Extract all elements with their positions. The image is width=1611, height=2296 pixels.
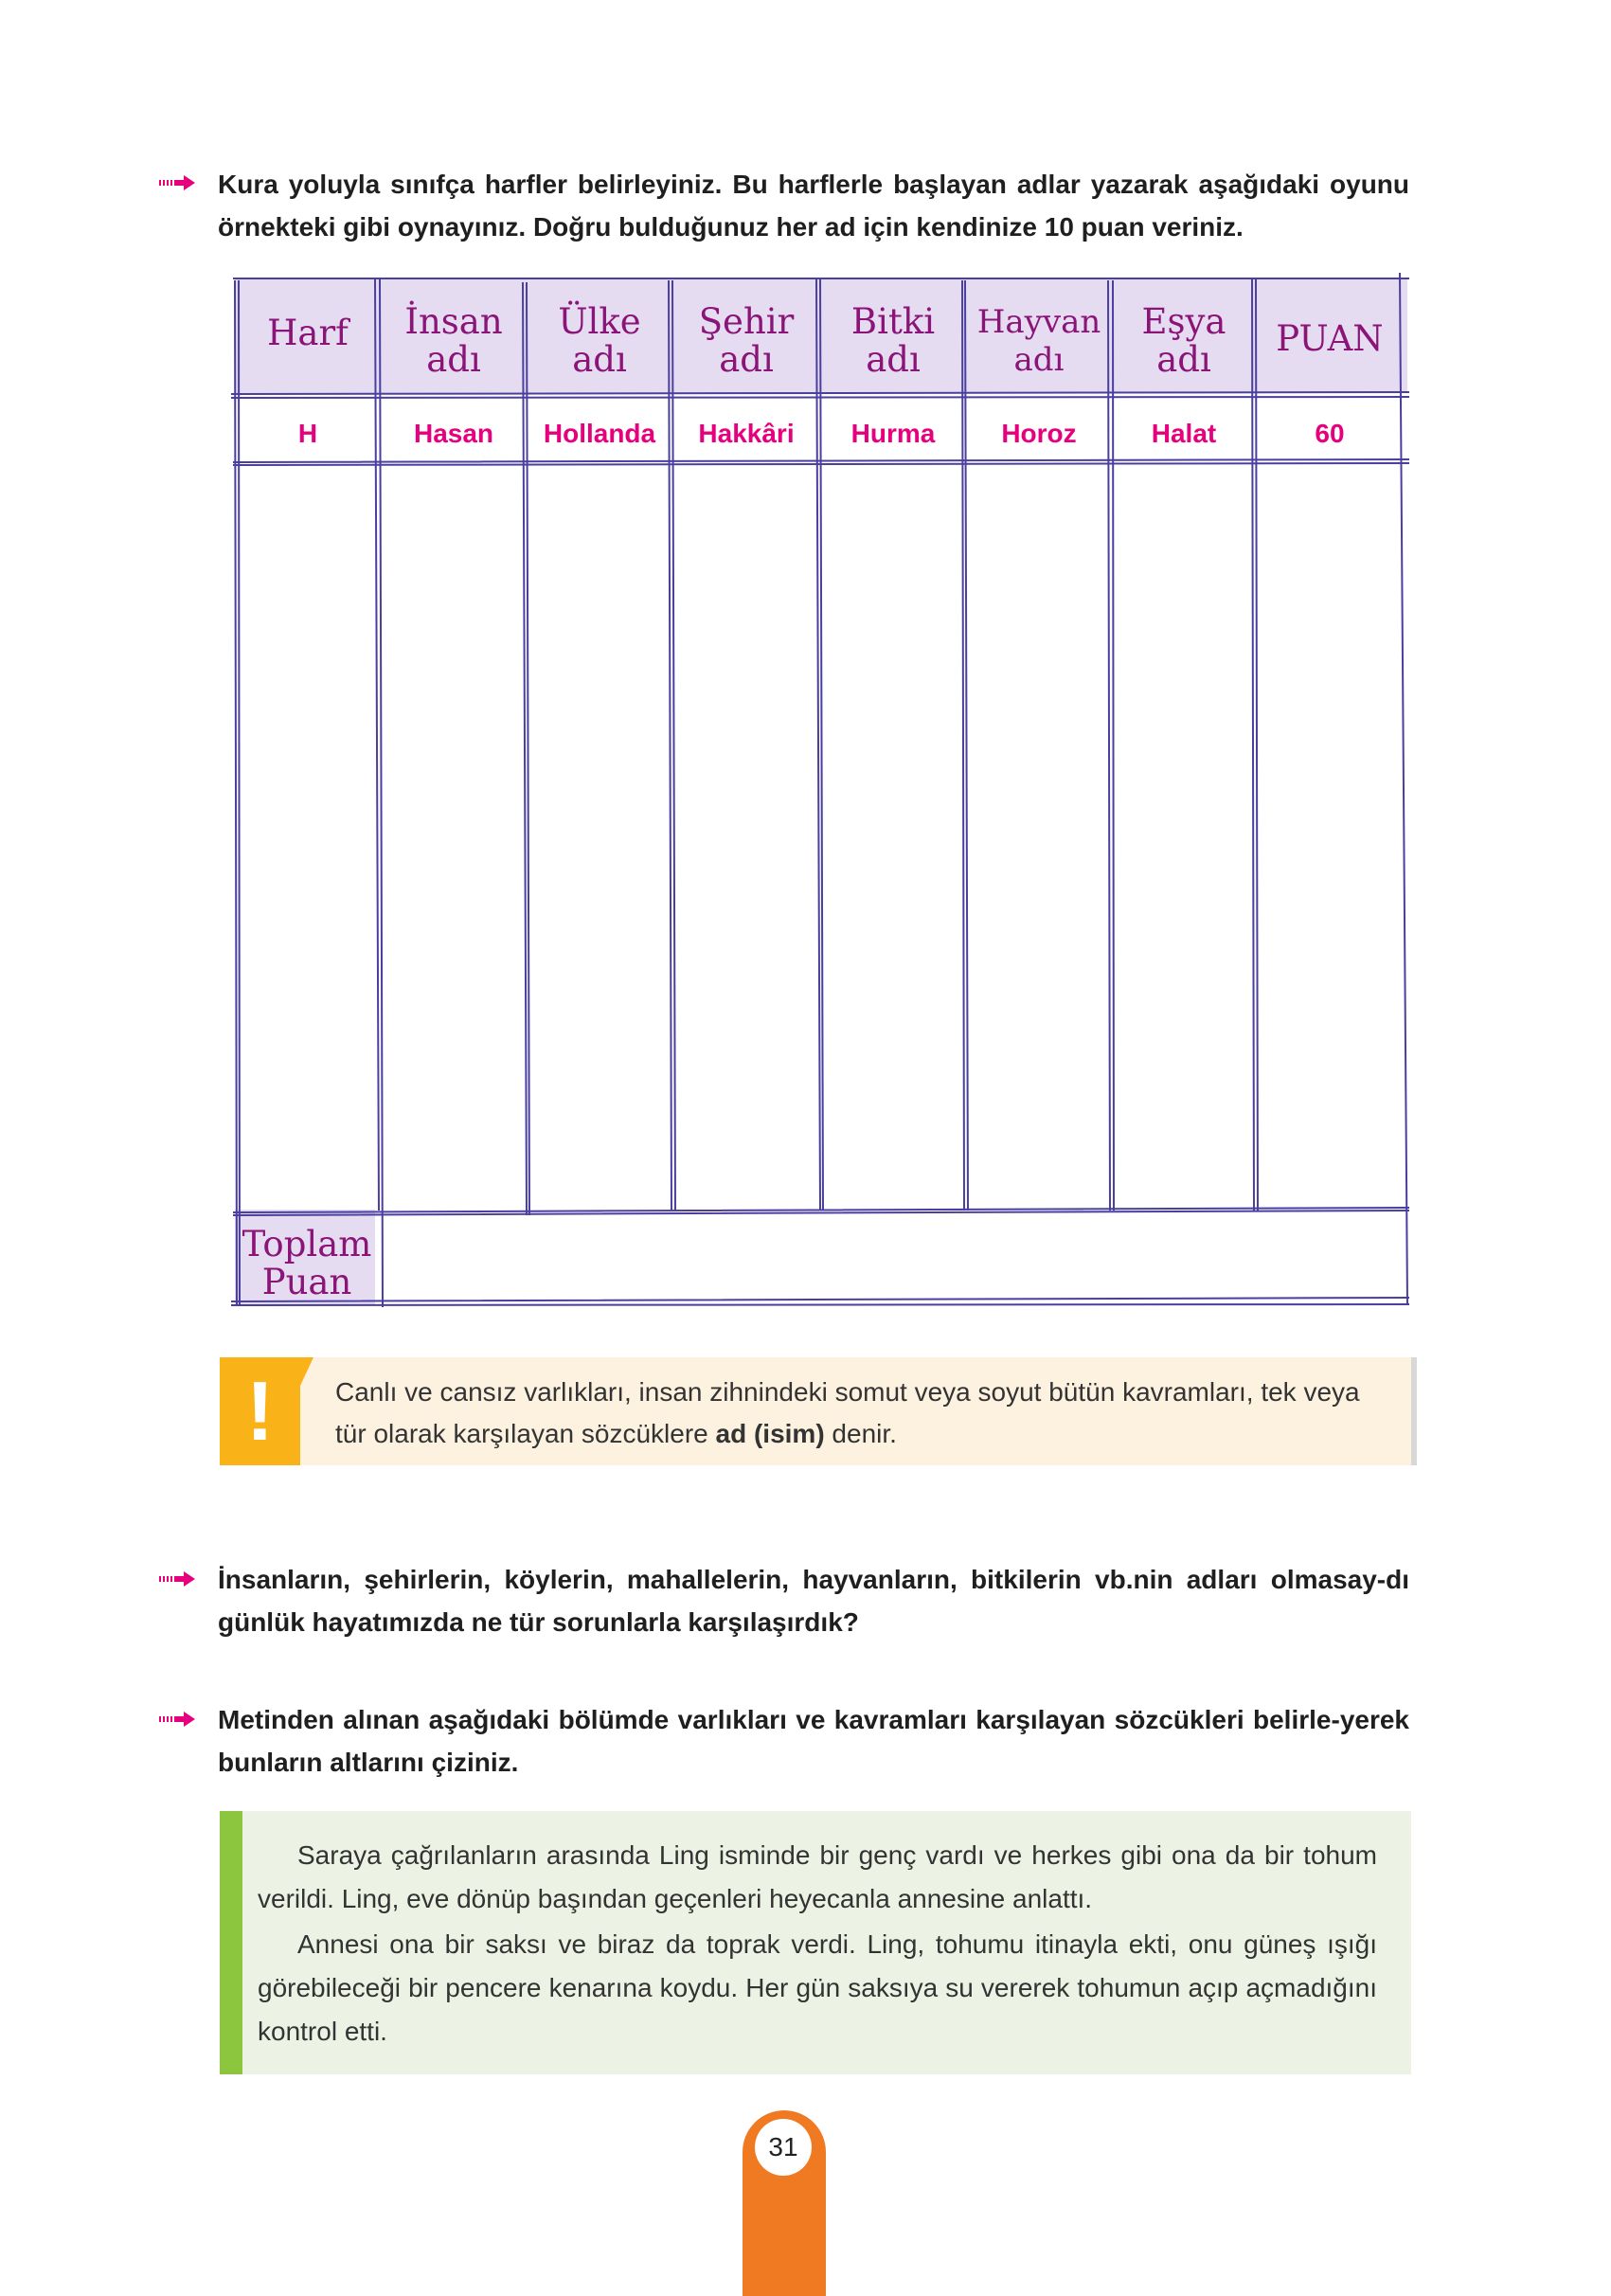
story-paragraph: Annesi ona bir saksı ve biraz da toprak verdi. Ling, tohumu itinayla ekti, onu güneş ışığı görebileceği bir pencere kenarına koydu. Her gün saksıya su vererek tohumun açıp açmadığını kontrol etti. <box>258 1929 1377 2046</box>
story-text <box>258 1834 1377 2054</box>
header-esya-adi <box>1112 303 1256 379</box>
header-hayvan-adi <box>966 303 1112 379</box>
definition-text <box>335 1372 1394 1455</box>
definition-text-part: denir. <box>824 1419 897 1448</box>
header-harf <box>239 314 377 352</box>
example-cell-insan: Hasan <box>413 419 494 448</box>
header-label: İnsan <box>404 301 503 342</box>
definition-text-part: Canlı ve cansız varlıkları, insan zihnindeki somut veya soyut bütün kavramları, tek veya tür olarak karşılayan sözcüklere <box>335 1377 1360 1448</box>
example-cell-sehir: Hakkâri <box>698 419 795 448</box>
header-label: adı <box>1013 341 1065 379</box>
header-label: adı <box>426 339 481 380</box>
instruction-1: Kura yoluyla sınıfça harfler belirleyiniz. Bu harflerle başlayan adlar yazarak aşağıdaki oyunu örnekteki gibi oynayınız. Doğru bulduğunuz her ad için kendinize 10 puan veriniz. <box>218 170 1409 242</box>
story-paragraph: Saraya çağrılanların arasında Ling isminde bir genç vardı ve herkes gibi ona da bir tohum verildi. Ling, eve dönüp başından geçenleri heyecanla annesine anlattı. <box>258 1840 1377 1913</box>
total-label-line: Puan <box>261 1262 352 1302</box>
header-label: adı <box>572 339 627 380</box>
exclamation-icon: ! <box>245 1364 275 1458</box>
example-cell-bitki: Hurma <box>850 419 936 448</box>
total-label-line: Toplam <box>242 1224 372 1265</box>
example-cell-harf: H <box>297 419 318 448</box>
header-label: Hayvan <box>976 303 1101 341</box>
header-puan <box>1258 320 1402 358</box>
example-cell-puan: 60 <box>1315 419 1345 448</box>
instruction-3: Metinden alınan aşağıdaki bölümde varlıkları ve kavramları karşılayan sözcükleri belirle-yerek bunların altlarını çiziniz. <box>218 1705 1409 1777</box>
header-label: Bitki <box>850 301 936 342</box>
example-cell-ulke: Hollanda <box>543 419 656 448</box>
header-label: adı <box>866 339 921 380</box>
instruction-2: İnsanların, şehirlerin, köylerin, mahallelerin, hayvanların, bitkilerin vb.nin adları olmasay-dı günlük hayatımızda ne tür sorunlarla karşılaşırdık? <box>218 1565 1409 1637</box>
definition-term: ad (isim) <box>715 1419 825 1448</box>
header-bitki-adi <box>822 303 964 379</box>
header-label: PUAN <box>1276 318 1384 359</box>
page-number: 31 <box>755 2119 812 2176</box>
note-tab-fold <box>300 1357 313 1386</box>
header-ulke-adi <box>528 303 671 379</box>
header-label: Şehir <box>698 301 795 342</box>
header-label: Harf <box>267 313 349 353</box>
example-cell-hayvan: Horoz <box>1001 419 1077 448</box>
header-sehir-adi <box>673 303 819 379</box>
header-label: Ülke <box>558 301 641 342</box>
header-label: adı <box>1156 339 1211 380</box>
header-label: Eşya <box>1141 301 1226 342</box>
header-label: adı <box>719 339 774 380</box>
header-insan-adi <box>382 303 526 379</box>
example-cell-esya: Halat <box>1151 419 1217 448</box>
total-points-label <box>237 1226 377 1301</box>
story-accent-bar <box>220 1811 242 2074</box>
